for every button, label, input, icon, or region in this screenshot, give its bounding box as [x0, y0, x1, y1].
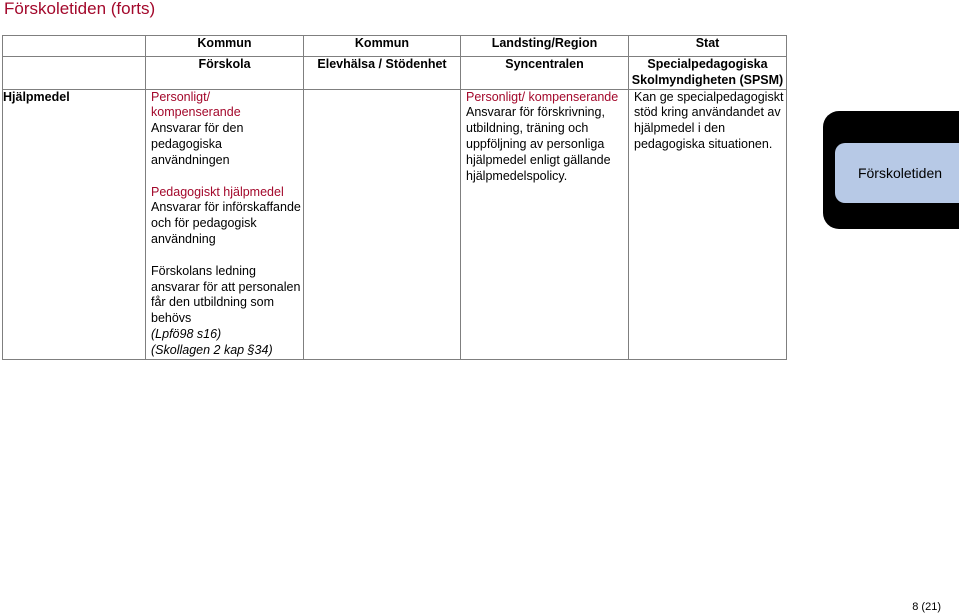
- forskola-ref-skollagen: (Skollagen 2 kap §34): [151, 342, 273, 357]
- cell-elevhalsa: [304, 89, 461, 359]
- cell-forskola: [146, 89, 304, 359]
- cell-spsm: [629, 89, 787, 359]
- forskola-p1-highlight: Personligt/ kompenserande: [151, 89, 241, 120]
- cell-syncentralen: [461, 89, 629, 359]
- syncentralen-p1: Ansvarar för förskrivning, utbildning, träning och uppföljning av personliga hjälpmedel enligt gällande hjälpmedelspolicy.: [466, 105, 611, 183]
- syncentralen-p1-highlight: Personligt/ kompenserande: [466, 89, 619, 104]
- header-org-elevhalsa: [304, 57, 461, 90]
- row-label: Hjälpmedel: [3, 89, 146, 359]
- header-level-stat: Stat: [629, 36, 787, 57]
- page-number: 8 (21): [912, 601, 941, 613]
- page-title: Förskoletiden (forts): [4, 0, 156, 18]
- header-row-level: [3, 36, 787, 57]
- header-level-landsting: Landsting/Region: [461, 36, 629, 57]
- forskola-ref-lpfo: (Lpfö98 s16): [151, 326, 222, 341]
- header-org-syncentralen: Syncentralen: [461, 57, 629, 90]
- header-org-elevhalsa-text: Elevhälsa / Stödenhet: [317, 57, 447, 71]
- forskola-p2-highlight: Pedagogiskt hjälpmedel: [151, 184, 284, 199]
- header-level-kommun-2: Kommun: [304, 36, 461, 57]
- forskola-p3: Förskolans ledning ansvarar för att personalen får den utbildning som behövs: [151, 263, 301, 326]
- spsm-text: Kan ge specialpedagogiskt stöd kring användandet av hjälpmedel i den pedagogiska situationen.: [634, 89, 784, 151]
- responsibility-table: [2, 35, 787, 360]
- forskola-p1: Ansvarar för den pedagogiska användningen: [151, 121, 244, 167]
- side-tab-forskoletiden: Förskoletiden: [835, 143, 959, 203]
- row-hjalpmedel: [3, 89, 787, 359]
- header-row-org: [3, 57, 787, 90]
- corner-cell: [3, 36, 146, 57]
- forskola-p2: Ansvarar för införskaffande och för pedagogisk användning: [151, 200, 301, 246]
- header-org-forskola: Förskola: [146, 57, 304, 90]
- header-org-spsm: Specialpedagogiska Skolmyndigheten (SPSM): [629, 57, 787, 90]
- corner-cell-2: [3, 57, 146, 90]
- header-level-kommun-1: Kommun: [146, 36, 304, 57]
